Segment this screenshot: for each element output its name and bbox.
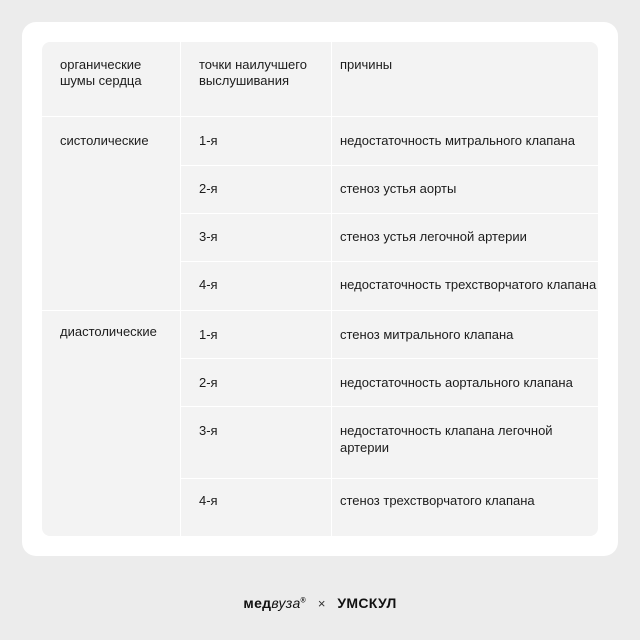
cause-text: стеноз трехстворчатого клапана (340, 493, 535, 508)
umskul-logo: УМСКУЛ (337, 595, 397, 611)
brand-footer (0, 595, 640, 611)
row-divider (181, 478, 598, 479)
group-label-diastolic: диастолические (60, 324, 157, 339)
header-divider (42, 116, 598, 117)
row-divider (181, 358, 598, 359)
point-number: 2-я (199, 375, 218, 390)
group-divider (42, 310, 598, 311)
cause-text: недостаточность аортального клапана (340, 375, 573, 390)
cause-text: стеноз митрального клапана (340, 327, 514, 342)
group-label-systolic: систолические (60, 133, 149, 148)
cause-text: стеноз устья аорты (340, 181, 457, 196)
murmur-table (42, 42, 598, 536)
cause-text: недостаточность трехстворчатого клапана (340, 277, 597, 292)
point-number: 1-я (199, 327, 218, 342)
cause-text: недостаточность клапана легочной артерии (340, 423, 553, 455)
content-card (22, 22, 618, 556)
row-divider (181, 406, 598, 407)
point-number: 3-я (199, 229, 218, 244)
cause-text: недостаточность митрального клапана (340, 133, 575, 148)
point-number: 3-я (199, 423, 218, 438)
point-number: 4-я (199, 277, 218, 292)
row-divider (181, 165, 598, 166)
point-number: 4-я (199, 493, 218, 508)
header-causes: причины (340, 57, 393, 72)
point-number: 2-я (199, 181, 218, 196)
medvuza-logo: медвуза® (243, 595, 307, 611)
cause-text: стеноз устья легочной артерии (340, 229, 527, 244)
row-divider (181, 261, 598, 262)
row-divider (181, 213, 598, 214)
point-number: 1-я (199, 133, 218, 148)
header-murmurs: органические шумы сердца (60, 57, 142, 88)
collab-separator-icon: × (317, 596, 326, 611)
header-points: точки наилучшего выслушивания (199, 57, 307, 88)
